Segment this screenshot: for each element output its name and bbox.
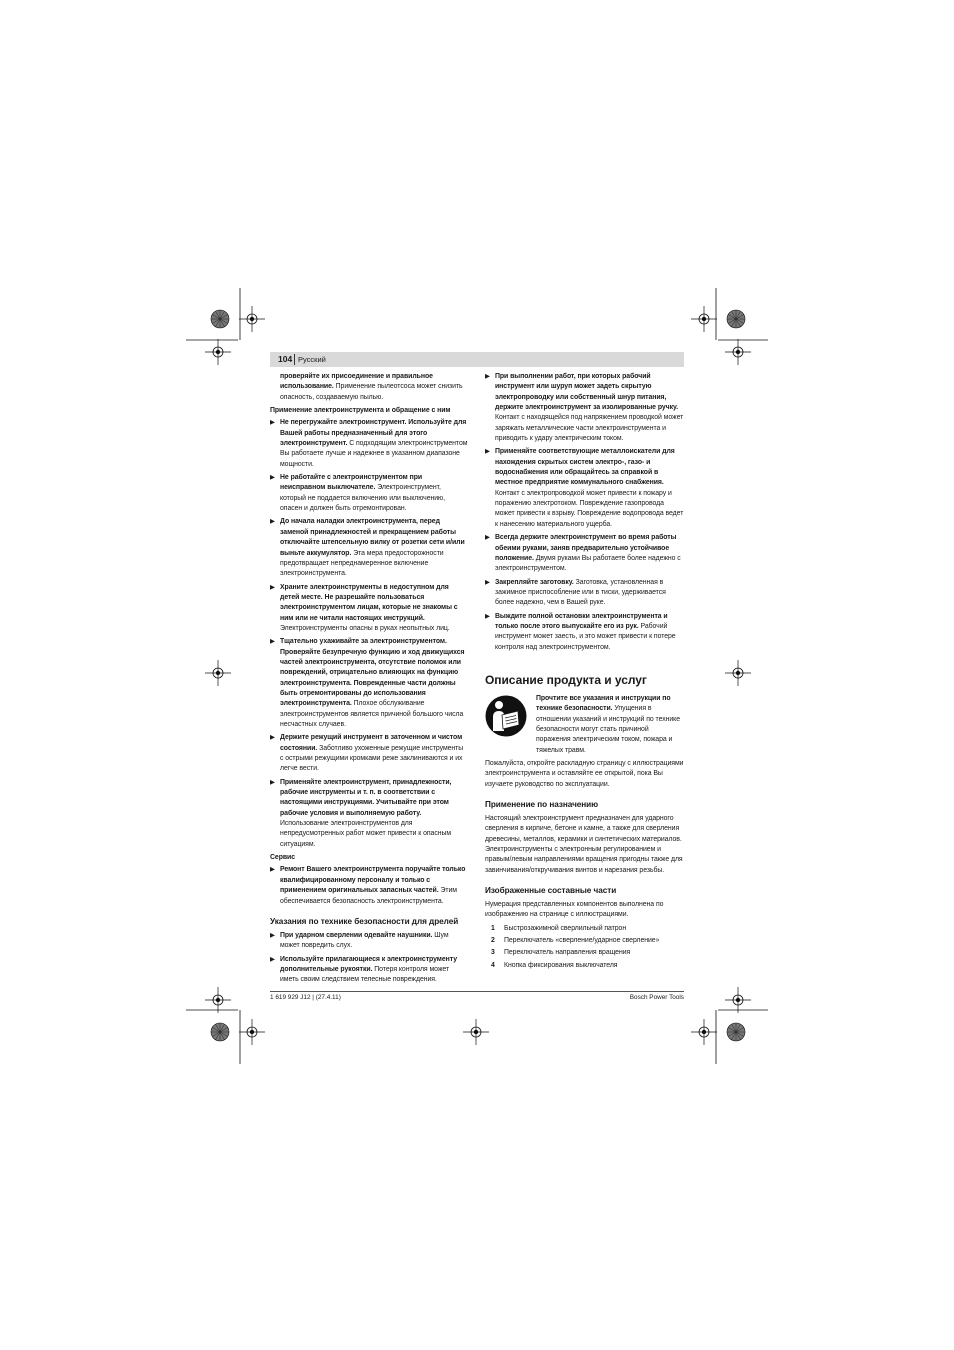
part-label: Переключатель направления вращения (504, 949, 631, 957)
tool-use-bullet-item (270, 733, 468, 774)
bullet-arrow-icon: ▶ (485, 373, 490, 380)
part-number: 4 (491, 961, 495, 969)
parts-intro: Нумерация представленных компонентов выполнена по изображению на странице с иллюстрациями. (485, 901, 664, 919)
warning-text: Упущения в отношении указаний и инструкций по технике безопасности могут стать причиной поражения электрическим током, пожара и тяжелых травм. (536, 705, 680, 754)
bullet-bold-text: Не перегружайте электроинструмент. Используйте для Вашей работы предназначенный для этого электроинструмент. (280, 419, 467, 448)
header-language: Русский (298, 354, 326, 364)
bullet-bold-text: До начала наладки электроинструмента, перед заменой принадлежностей и прекращением работы отключайте штепсельную вилку от розетки сети и/или выньте аккумулятор. (280, 518, 465, 557)
bullet-text: Рабочий инструмент может заесть, и это может привести к потере контроля над электроинструментом. (495, 622, 676, 651)
drill-safety-bullet-item (270, 955, 468, 986)
tool-use-bullet-item (270, 637, 468, 730)
part-item (485, 948, 684, 958)
part-label: Быстрозажимной сверлильный патрон (504, 924, 627, 932)
drill-safety-bullet-item (270, 931, 468, 952)
usage-title: Применение по назначению (485, 800, 599, 810)
right-bullet-item (485, 533, 684, 574)
safety-warning-block (485, 694, 684, 756)
bullet-arrow-icon: ▶ (485, 534, 490, 542)
bullet-bold-text: Выждите полной остановки электроинструмента и только после этого выпускайте его из рук. (495, 612, 668, 630)
bullet-text: С подходящим электроинструментом Вы работаете лучше и надежнее в указанном диапазоне мощности. (280, 440, 468, 468)
right-bullet-item (485, 372, 684, 444)
bullet-text: Использование электроинструментов для непредусмотренных работ может привести к опасным ситуациям. (280, 820, 452, 848)
bullet-bold-text: Храните электроинструменты в недоступном для детей месте. Не разрешайте пользоваться электроинструментом лицам, которые не знакомы с ним или не читали настоящих инструкций. (280, 583, 458, 622)
bullet-bold-text: Закрепляйте заготовку. (495, 578, 574, 586)
right-bullet-item (485, 612, 684, 653)
parts-list (485, 924, 684, 971)
bullet-bold-text: Держите режущий инструмент в заточенном и чистом состоянии. (280, 734, 463, 752)
tool-use-bullet-item (270, 517, 468, 579)
part-item (485, 924, 684, 934)
read-manual-icon (485, 695, 527, 737)
intro-paragraph: проверяйте их присоединение и правильное использование. Применение пылеотсоса может снизить опасность, создаваемую пылью. (280, 373, 463, 401)
bullet-bold-text: Всегда держите электроинструмент во время работы обеими руками, заняв предварительно устойчивое положение. (495, 534, 677, 562)
footer-document-number: 1 619 929 J12 | (27.4.11) (270, 994, 341, 1001)
footer-rule (270, 991, 684, 992)
tool-use-bullet-item (270, 418, 468, 470)
section-title-service: Сервис (270, 854, 296, 862)
right-bullet-item (485, 447, 684, 530)
bullet-text: Потеря контроля может иметь своим следствием телесные повреждения. (280, 965, 450, 984)
parts-title: Изображенные составные части (485, 886, 617, 896)
left-column (270, 372, 468, 989)
tool-use-bullet-item (270, 778, 468, 850)
bullet-text: Контакт с электропроводкой может привести к пожару и поражению электротоком. Повреждение газопровода может привести к взрыву. Повреждение водопровода ведет к нанесению материального ущерба. (495, 489, 684, 528)
chapter-title: Описание продукта и услуг (485, 672, 647, 687)
part-item (485, 936, 684, 946)
bullet-arrow-icon: ▶ (485, 578, 490, 586)
bullet-text: Контакт с находящейся под напряжением проводкой может заряжать металлические части электроинструмента и приводить к удару электрическим током. (495, 414, 684, 443)
bullet-arrow-icon: ▶ (270, 474, 275, 482)
bullet-bold-text: Не работайте с электроинструментом при неисправном выключателе. (280, 474, 423, 492)
bullet-arrow-icon: ▶ (270, 955, 275, 963)
header-divider (294, 354, 295, 365)
page-header (270, 352, 684, 367)
part-label: Кнопка фиксирования выключателя (504, 961, 618, 969)
page-number: 104 (278, 354, 293, 364)
bullet-arrow-icon: ▶ (485, 612, 490, 620)
bullet-text: Заготовка, установленная в зажимное приспособление или в тиски, удерживается более надежно, чем в Вашей руке. (495, 578, 666, 607)
bullet-arrow-icon: ▶ (270, 778, 275, 786)
bullet-text: Эта мера предосторожности предотвращает непреднамеренное включение электроинструмента. (280, 549, 444, 578)
bullet-bold-text: Ремонт Вашего электроинструмента поручайте только квалифицированному персоналу и только с применением оригинальных запасных частей. (280, 866, 466, 895)
bullet-arrow-icon: ▶ (270, 931, 275, 939)
warning-bold: Прочтите все указания и инструкции по технике безопасности. (536, 694, 671, 713)
part-item (485, 961, 684, 971)
tool-use-bullet-item (270, 583, 468, 635)
bullet-text: Электроинструменты опасны в руках неопытных лиц. (280, 624, 450, 632)
bullet-bold-text: Применяйте электроинструмент, принадлежности, рабочие инструменты и т. п. в соответствии с настоящими инструкциями. Учитывайте при этом рабочие условия и выполняемую работу. (280, 778, 452, 817)
bullet-bold-text: При ударном сверлении одевайте наушники. (280, 931, 433, 939)
bullet-arrow-icon: ▶ (270, 419, 275, 427)
bullet-arrow-icon: ▶ (270, 638, 275, 646)
bullet-bold-text: Тщательно ухаживайте за электроинструментом. Проверяйте безупречную функцию и ход движущихся частей электроинструмента, отсутствие поломок или повреждений, отрицательно влияющих на функцию электроинструмента. Поврежденные части должны быть отремонтированы до использования электроинструмента. (280, 638, 465, 708)
section-title-drill-safety: Указания по технике безопасности для дрелей (270, 916, 459, 926)
bullet-arrow-icon: ▶ (485, 448, 490, 456)
bullet-bold-text: Используйте прилагающиеся к электроинструменту дополнительные рукоятки. (280, 955, 457, 973)
usage-text: Настоящий электроинструмент предназначен для ударного сверления в кирпиче, бетоне и камне, а также для сверления древесины, металлов, керамики и синтетических материалов. Электроинструменты с электронным регулированием и правым/левым направлениями вращения пригодны также для завинчивания/откручивания винтов и нарезания резьбы. (485, 815, 683, 874)
bullet-arrow-icon: ▶ (270, 866, 275, 874)
right-bullet-item (485, 578, 684, 609)
section-title-tool-use: Применение электроинструмента и обращение с ним (270, 407, 451, 415)
part-label: Переключатель «сверление/ударное сверление» (504, 937, 660, 945)
bullet-text: Плохое обслуживание электроинструментов является причиной большого числа несчастных случаев. (280, 700, 464, 728)
bullet-bold-text: При выполнении работ, при которых рабочий инструмент или шуруп может задеть скрытую электропроводку или собственный шнур питания, держите электроинструмент за изолированные ручку. (495, 373, 679, 412)
part-number: 1 (491, 924, 495, 932)
part-number: 3 (491, 949, 495, 957)
bullet-arrow-icon: ▶ (270, 734, 275, 742)
bullet-text: Заботливо ухоженные режущие инструменты с острыми режущими кромками реже заклиниваются и их легче вести. (280, 744, 464, 773)
footer-brand: Bosch Power Tools (629, 994, 684, 1001)
bullet-bold-text: Применяйте соответствующие металлоискатели для нахождения скрытых систем электро-, газо- и водоснабжения или обращайтесь за справкой в местное предприятие коммунального снабжения. (495, 448, 675, 487)
right-column (485, 372, 684, 973)
tool-use-bullet-item (270, 473, 468, 514)
bullet-text: Электроинструмент, который не поддается включению или выключению, опасен и должен быть отремонтирован. (280, 484, 446, 513)
bullet-text: Этим обеспечивается безопасность электроинструмента. (280, 887, 457, 905)
bullet-text: Шум может повредить слух. (280, 931, 449, 950)
bullet-arrow-icon: ▶ (270, 583, 275, 591)
fold-out-note: Пожалуйста, откройте раскладную страницу с иллюстрациями электроинструмента и оставляйте ее открытой, пока Вы изучаете руководство по эксплуатации. (485, 760, 684, 788)
part-number: 2 (491, 937, 495, 945)
bullet-text: Двумя руками Вы работаете более надежно с электроинструментом. (495, 554, 681, 573)
bullet-arrow-icon: ▶ (270, 518, 275, 526)
service-bullet-item (270, 865, 468, 906)
